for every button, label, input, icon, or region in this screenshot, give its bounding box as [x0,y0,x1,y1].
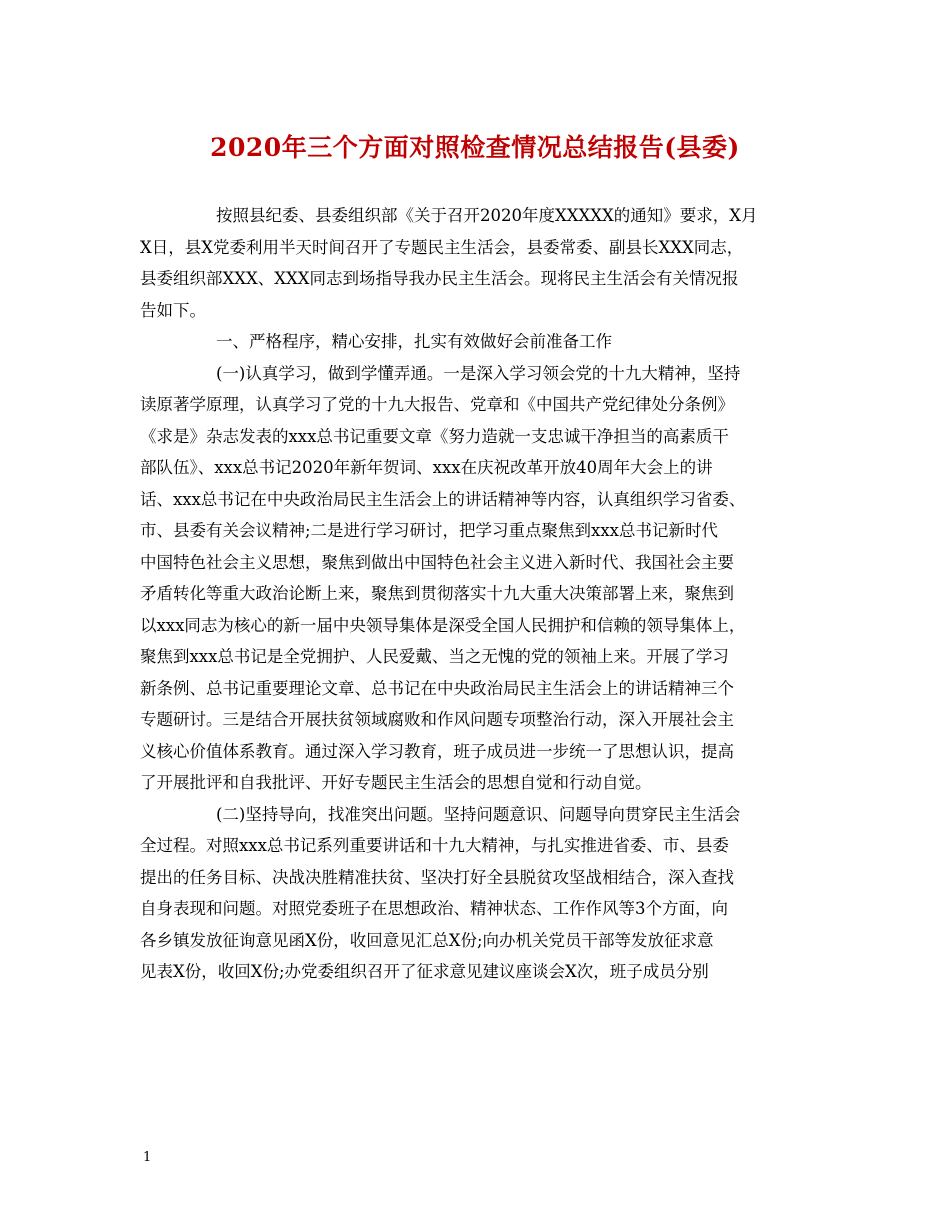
text-line: (一)认真学习，做到学懂弄通。一是深入学习领会党的十九大精神，坚持 [216,363,741,383]
text-line: 部队伍》、xxx总书记2020年新年贺词、xxx在庆祝改革开放40周年大会上的讲 [140,458,713,477]
text-line: 县委组织部XXX、XXX同志到场指导我办民主生活会。现将民主生活会有关情况报 [140,269,739,288]
text-line: 了开展批评和自我批评、开好专题民主生活会的思想自觉和行动自觉。 [140,773,652,792]
text-line: 中国特色社会主义思想，聚焦到做出中国特色社会主义进入新时代、我国社会主要 [140,552,734,572]
text-line: 按照县纪委、县委组织部《关于召开2020年度XXXXX的通知》要求，X月 [216,206,758,225]
text-line: 话、xxx总书记在中央政治局民主生活会上的讲话精神等内容，认真组织学习省委、 [140,489,746,509]
text-line: 全过程。对照xxx总书记系列重要讲话和十九大精神，与扎实推进省委、市、县委 [140,836,729,855]
text-line: X日，县X党委利用半天时间召开了专题民主生活会，县委常委、副县长XXX同志， [140,237,744,257]
text-line: 义核心价值体系教育。通过深入学习教育，班子成员进一步统一了思想认识，提高 [140,741,734,761]
section-heading: 一、严格程序，精心安排，扎实有效做好会前准备工作 [216,332,612,351]
text-line: 市、县委有关会议精神;二是进行学习研讨，把学习重点聚焦到xxx总书记新时代 [140,521,718,540]
text-line: 新条例、总书记重要理论文章、总书记在中央政治局民主生活会上的讲话精神三个 [140,678,734,698]
text-line: 告如下。 [140,300,206,320]
page-number: 1 [143,1150,152,1165]
text-line: 读原著学原理，认真学习了党的十九大报告、党章和《中国共产党纪律处分条例》 [140,395,734,414]
document-title: 2020年三个方面对照检查情况总结报告(县委) [210,133,740,162]
document-body [140,200,825,988]
text-line: 矛盾转化等重大政治论断上来，聚焦到贯彻落实十九大重大决策部署上来，聚焦到 [140,584,734,603]
text-line: 各乡镇发放征询意见函X份，收回意见汇总X份;向办机关党员干部等发放征求意 [140,930,714,950]
text-line: 见表X份，收回X份;办党委组织召开了征求意见建议座谈会X次，班子成员分别 [140,962,709,981]
text-line: 提出的任务目标、决战决胜精准扶贫、坚决打好全县脱贫攻坚战相结合，深入查找 [140,867,734,887]
text-line: (二)坚持导向，找准突出问题。坚持问题意识、问题导向贯穿民主生活会 [216,804,741,824]
text-line: 《求是》杂志发表的xxx总书记重要文章《努力造就一支忠诚干净担当的高素质干 [140,426,729,446]
text-line: 自身表现和问题。对照党委班子在思想政治、精神状态、工作作风等3个方面，向 [140,899,728,918]
text-line: 专题研讨。三是结合开展扶贫领域腐败和作风问题专项整治行动，深入开展社会主 [140,710,734,729]
text-line: 以xxx同志为核心的新一届中央领导集体是深受全国人民拥护和信赖的领导集体上， [140,615,746,635]
text-line: 聚焦到xxx总书记是全党拥护、人民爱戴、当之无愧的党的领袖上来。开展了学习 [140,647,729,666]
